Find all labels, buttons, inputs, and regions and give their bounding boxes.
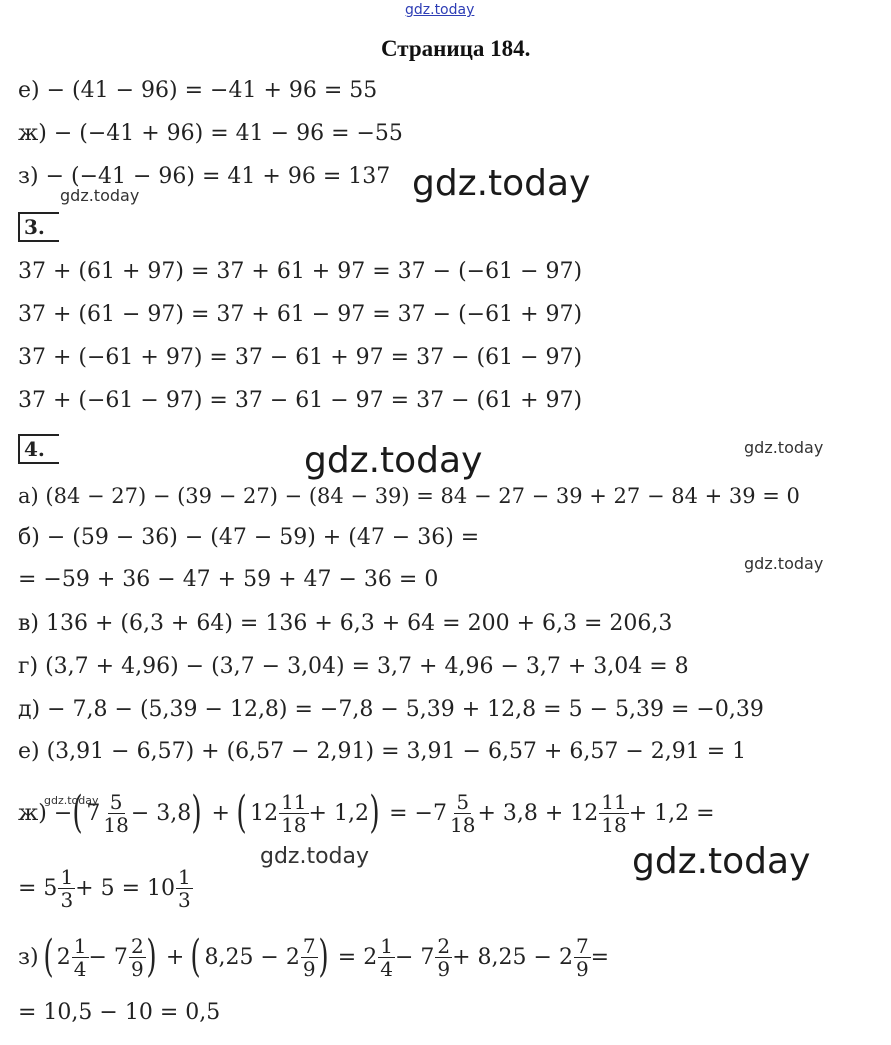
text: = −7: [389, 800, 447, 826]
close-paren: ): [318, 931, 329, 982]
watermark: gdz.today: [304, 440, 483, 481]
text: =: [590, 944, 610, 970]
watermark: gdz.today: [632, 841, 811, 882]
numerator: 1: [60, 864, 74, 889]
text: − 7: [88, 944, 128, 970]
s4-e: е) (3,91 − 6,57) + (6,57 − 2,91) = 3,91 − 6,57 + 6,57 − 2,91 = 1: [18, 739, 747, 764]
numerator: 11: [281, 789, 307, 814]
s4-v: в) 136 + (6,3 + 64) = 136 + 6,3 + 64 = 200 + 6,3 = 206,3: [18, 611, 673, 636]
text: 8,25 − 2: [204, 944, 300, 970]
s4-b-1: б) − (59 − 36) − (47 − 59) + (47 − 36) =: [18, 525, 480, 550]
text: +: [165, 944, 185, 970]
denominator: 18: [449, 812, 476, 837]
numerator: 5: [456, 789, 470, 814]
whole: 2: [56, 944, 71, 970]
denominator: 9: [437, 956, 451, 981]
whole: 12: [250, 800, 279, 826]
numerator: 11: [601, 789, 627, 814]
denominator: 9: [302, 956, 316, 981]
numerator: 2: [437, 933, 451, 958]
fraction: [176, 866, 193, 911]
open-paren: (: [72, 787, 83, 838]
text: + 5 = 10: [75, 875, 176, 901]
open-paren: (: [236, 787, 247, 838]
s3-line-4: 37 + (−61 − 97) = 37 − 61 − 97 = 37 − (61 + 97): [18, 388, 583, 413]
denominator: 4: [73, 956, 87, 981]
s4-b-2: = −59 + 36 − 47 + 59 + 47 − 36 = 0: [18, 567, 439, 592]
numerator: 2: [130, 933, 144, 958]
fraction: [279, 791, 308, 836]
numerator: 1: [73, 933, 87, 958]
fraction: [574, 935, 591, 980]
denominator: 3: [60, 887, 74, 912]
denominator: 9: [130, 956, 144, 981]
text: = 2: [337, 944, 378, 970]
watermark: gdz.today: [744, 554, 824, 573]
denominator: 9: [575, 956, 589, 981]
s4-a: а) (84 − 27) − (39 − 27) − (84 − 39) = 84 − 27 − 39 + 27 − 84 + 39 = 0: [18, 484, 800, 508]
s4-d: д) − 7,8 − (5,39 − 12,8) = −7,8 − 5,39 + 12,8 = 5 − 5,39 = −0,39: [18, 697, 764, 722]
fraction: [448, 791, 477, 836]
watermark: gdz.today: [744, 438, 824, 457]
numerator: 7: [575, 933, 589, 958]
text: з): [18, 944, 39, 970]
text: ж) −: [18, 800, 73, 826]
denominator: 18: [103, 812, 129, 837]
denominator: 18: [601, 812, 627, 837]
line-z: з) − (−41 − 96) = 41 + 96 = 137: [18, 164, 391, 189]
section-3-label: 3.: [18, 212, 59, 242]
text: − 3,8: [130, 800, 192, 826]
text: + 1,2 =: [628, 800, 715, 826]
s3-line-1: 37 + (61 + 97) = 37 + 61 + 97 = 37 − (−61 − 97): [18, 259, 583, 284]
whole: 7: [86, 800, 101, 826]
s4-z-line: [18, 925, 609, 989]
numerator: 7: [302, 933, 316, 958]
text: − 7: [394, 944, 435, 970]
line-e: е) − (41 − 96) = −41 + 96 = 55: [18, 78, 378, 103]
open-paren: (: [43, 931, 54, 982]
fraction: [72, 935, 89, 980]
s3-line-3: 37 + (−61 + 97) = 37 − 61 + 97 = 37 − (61 − 97): [18, 345, 583, 370]
text: = 5: [18, 875, 58, 901]
s4-z-result: = 10,5 − 10 = 0,5: [18, 1000, 221, 1025]
s4-g: г) (3,7 + 4,96) − (3,7 − 3,04) = 3,7 + 4,96 − 3,7 + 3,04 = 8: [18, 654, 689, 679]
numerator: 1: [178, 864, 191, 889]
text: + 3,8 + 12: [477, 800, 599, 826]
denominator: 18: [281, 812, 307, 837]
fraction: [101, 791, 130, 836]
close-paren: ): [146, 931, 157, 982]
close-paren: ): [191, 787, 203, 838]
fraction: [599, 791, 628, 836]
close-paren: ): [369, 787, 380, 838]
fraction: [129, 935, 146, 980]
denominator: 3: [178, 887, 191, 912]
fraction: [301, 935, 318, 980]
watermark-top-link[interactable]: gdz.today: [405, 2, 475, 18]
fraction: [58, 866, 75, 911]
watermark: gdz.today: [412, 163, 591, 204]
s4-zh-result: [18, 856, 193, 920]
denominator: 4: [380, 956, 393, 981]
watermark: gdz.today: [44, 794, 99, 807]
text: +: [211, 800, 230, 826]
s3-line-2: 37 + (61 − 97) = 37 + 61 − 97 = 37 − (−61 + 97): [18, 302, 583, 327]
s4-zh-line: [18, 781, 715, 845]
fraction: [435, 935, 452, 980]
page-title: Страница 184.: [381, 36, 531, 61]
numerator: 5: [109, 789, 123, 814]
numerator: 1: [380, 933, 393, 958]
open-paren: (: [190, 931, 202, 982]
section-4-label: 4.: [18, 434, 59, 464]
watermark: gdz.today: [60, 186, 140, 205]
line-zh: ж) − (−41 + 96) = 41 − 96 = −55: [18, 121, 403, 146]
watermark: gdz.today: [260, 844, 370, 869]
fraction: [378, 935, 395, 980]
text: + 8,25 − 2: [452, 944, 573, 970]
text: + 1,2: [308, 800, 369, 826]
